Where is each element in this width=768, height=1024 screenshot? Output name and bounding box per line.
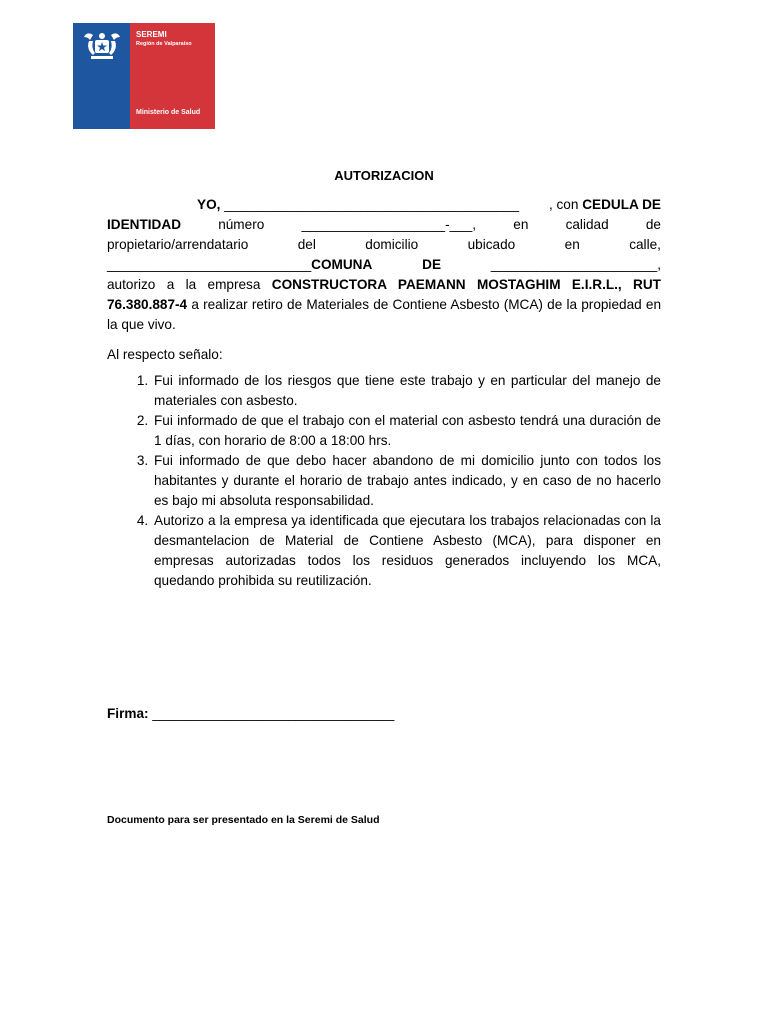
con-text: , con: [548, 197, 579, 212]
rut-blank: ___________________-___,: [301, 217, 477, 232]
document-title: AUTORIZACION: [334, 168, 434, 183]
de-text: de: [645, 217, 661, 232]
calle-text: calle,: [629, 237, 661, 252]
ubicado-text: ubicado: [467, 237, 516, 252]
list-item: 3. Fui informado de que debo hacer abandono de mi domicilio junto con todos los habitantes y durante el horario de trabajo antes indicado, y en caso de no hacerlo es bajo mi absoluta responsabilidad.: [152, 451, 661, 511]
seremi-logo: [73, 23, 215, 129]
coat-of-arms-icon: [79, 27, 125, 63]
en2-text: en: [564, 237, 580, 252]
paragraph-rest: [107, 275, 661, 335]
statements-list: [107, 371, 661, 591]
signature-blank: ________________________________: [152, 706, 395, 721]
logo-region: Región de Valparaíso: [136, 41, 192, 47]
paragraph-line-4: [107, 255, 661, 275]
document-body: [107, 195, 661, 591]
propietario-text: propietario/arrendatario: [107, 237, 249, 252]
list-item: 2. Fui informado de que el trabajo con el material con asbesto tendrá una duración de 1 días, con horario de 8:00 a 18:00 hrs.: [152, 411, 661, 451]
signature-line: [107, 706, 394, 721]
street-blank: ___________________________: [107, 257, 312, 272]
cedula-label: CEDULA DE: [582, 197, 661, 212]
yo-label: YO,: [197, 197, 221, 212]
de2-label: DE: [422, 257, 442, 272]
paragraph-line-3: [107, 235, 661, 255]
firma-label: Firma:: [107, 706, 149, 721]
logo-blue-panel: [73, 23, 130, 129]
logo-ministry: Ministerio de Salud: [136, 109, 201, 116]
calidad-text: calidad: [565, 217, 609, 232]
logo-title: SEREMI: [136, 30, 167, 39]
en-text: en: [513, 217, 529, 232]
list-item: 4. Autorizo a la empresa ya identificada que ejecutara los trabajos relacionadas con la desmantelacion de Material de Contiene Asbesto (MCA), para disponer en empresas autorizadas todos los residuos generados incluyendo los MCA, quedando prohibida su reutilización.: [152, 511, 661, 591]
numero-text: número: [218, 217, 265, 232]
name-blank: _______________________________________: [224, 197, 520, 212]
paragraph-line-1: [107, 195, 661, 215]
autorizo-text: autorizo a la empresa: [107, 277, 261, 292]
comuna-label: COMUNA: [311, 257, 373, 272]
company-name: CONSTRUCTORA PAEMANN MOSTAGHIM E.I.R.L., RUT 76.380.887-4: [107, 277, 661, 312]
respecto-heading: Al respecto señalo:: [107, 347, 223, 362]
paragraph-line-2: [107, 215, 661, 235]
domicilio-text: domicilio: [365, 237, 419, 252]
footer-note: Documento para ser presentado en la Seremi de Salud: [107, 814, 380, 826]
rest-text: a realizar retiro de Materiales de Contiene Asbesto (MCA) de la propiedad en la que vivo.: [107, 297, 662, 332]
logo-red-panel: [130, 23, 215, 129]
authorization-paragraph: [107, 195, 661, 335]
comuna-blank: ______________________,: [490, 257, 661, 272]
list-item: 1. Fui informado de los riesgos que tiene este trabajo y en particular del manejo de materiales con asbesto.: [152, 371, 661, 411]
identidad-label: IDENTIDAD: [107, 217, 182, 232]
del-text: del: [297, 237, 316, 252]
